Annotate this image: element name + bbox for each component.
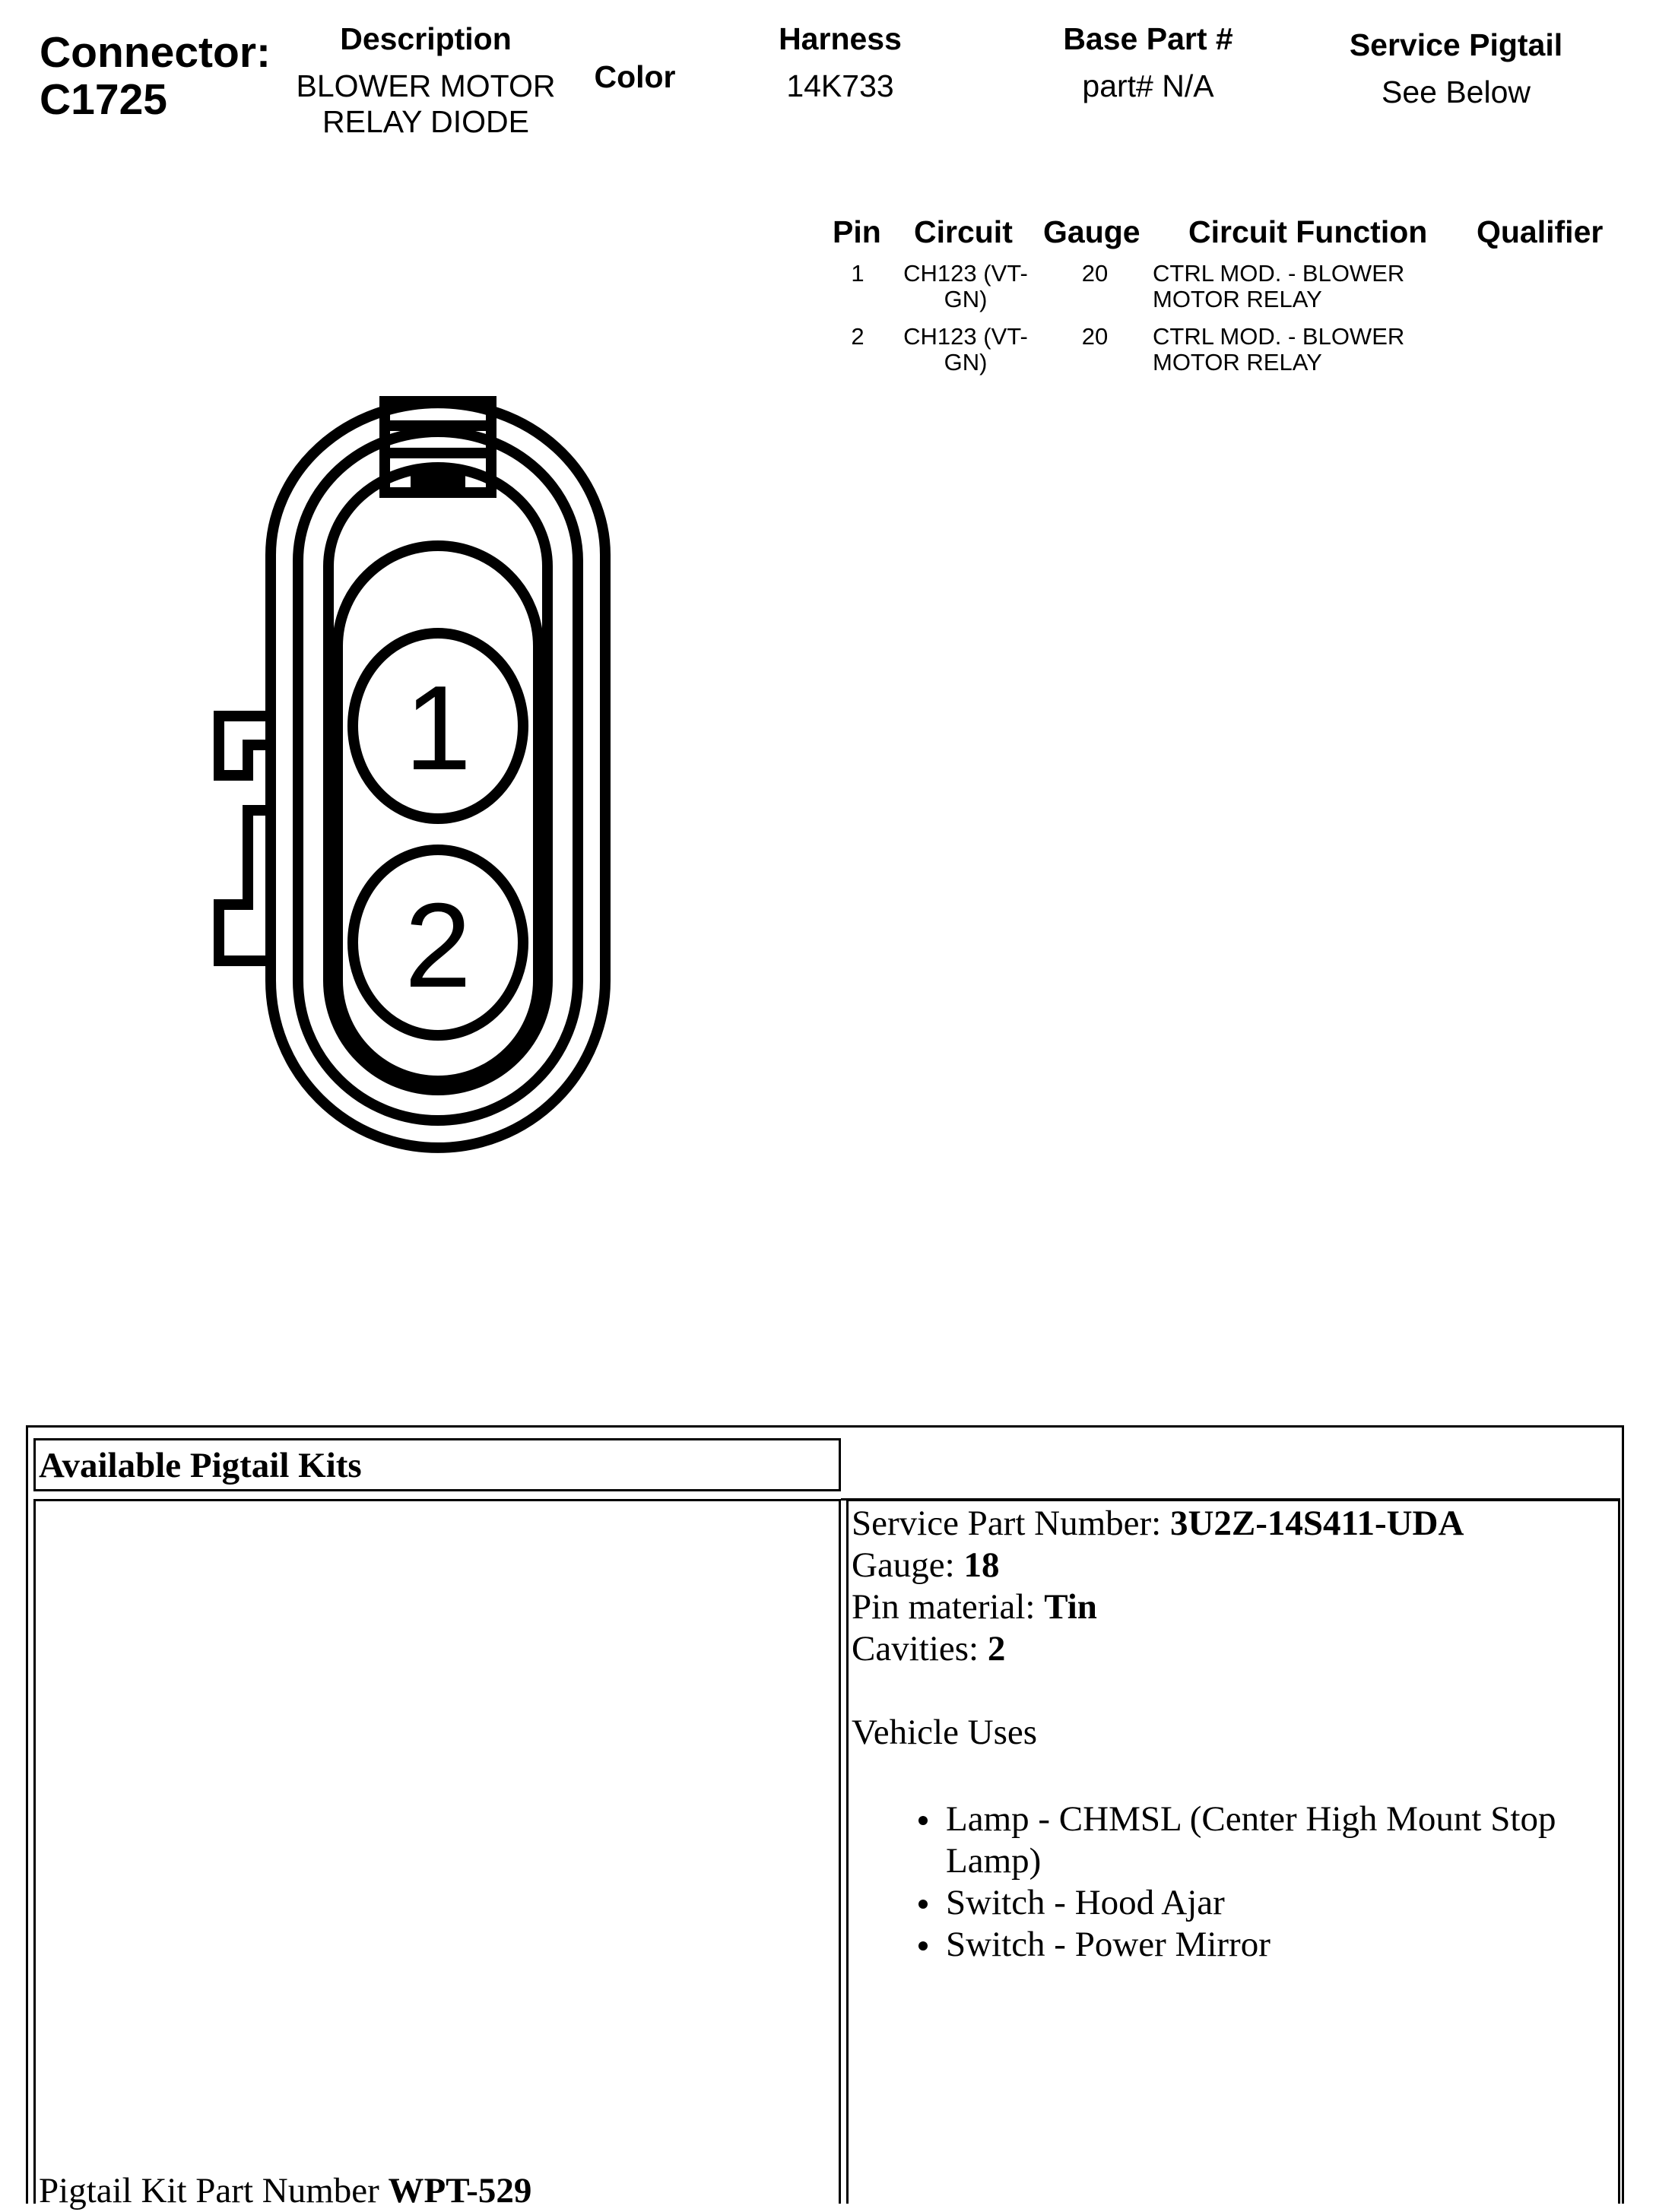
pin-2-label: 2 (404, 879, 471, 1013)
service-part-line (852, 1503, 1556, 1545)
pigtail-kits-header-spacer (841, 1429, 1620, 1501)
pin-table-header-circuit: Circuit (914, 214, 1013, 249)
circuit-line-1: CH123 (VT- (903, 323, 1028, 350)
pigtail-details-cell (846, 1499, 1620, 2204)
connector-label: Connector: (40, 28, 271, 77)
list-item (852, 1924, 1556, 1966)
vehicle-uses-title: Vehicle Uses (852, 1713, 1038, 1752)
pigtail-details (852, 1503, 1556, 1966)
color-title: Color (594, 59, 676, 94)
gauge-line (852, 1545, 1556, 1586)
function-line-2: MOTOR RELAY (1153, 349, 1322, 376)
cavities-line (852, 1628, 1556, 1670)
cavities-label: Cavities: (852, 1629, 988, 1669)
pin-cell: 2 (851, 323, 864, 350)
service-pigtail-value: See Below (1381, 74, 1531, 109)
vehicle-uses-list (852, 1798, 1556, 1966)
gauge-label: Gauge: (852, 1545, 964, 1585)
pin-cell: 1 (851, 260, 864, 287)
kit-label: Pigtail Kit Part Number (39, 2171, 389, 2210)
circuit-line-2: GN) (944, 286, 988, 312)
list-item (852, 1798, 1556, 1882)
gauge-cell: 20 (1081, 323, 1109, 350)
vehicle-use-line-1: Lamp - CHMSL (Center High Mount Stop (946, 1799, 1556, 1839)
pigtail-image-cell (33, 1499, 841, 2210)
pin-material-label: Pin material: (852, 1587, 1045, 1627)
function-line-2: MOTOR RELAY (1153, 286, 1322, 312)
pin-table-header-function: Circuit Function (1188, 214, 1428, 249)
pin-1-label: 1 (404, 661, 471, 795)
function-line-1: CTRL MOD. - BLOWER (1153, 260, 1405, 287)
base-part-title: Base Part # (1063, 21, 1233, 56)
vehicle-use-line-1: Switch - Power Mirror (946, 1925, 1271, 1964)
list-item (852, 1882, 1556, 1924)
pin-table-header-qualifier: Qualifier (1477, 214, 1604, 249)
connector-id: C1725 (40, 75, 167, 124)
pin-material-line (852, 1586, 1556, 1628)
pin-table-header-gauge: Gauge (1043, 214, 1140, 249)
description-line-1: BLOWER MOTOR (296, 68, 556, 103)
service-part-value: 3U2Z-14S411-UDA (1169, 1504, 1464, 1543)
description-line-2: RELAY DIODE (322, 104, 529, 139)
vehicle-use-line-1: Switch - Hood Ajar (946, 1883, 1225, 1922)
circuit-line-1: CH123 (VT- (903, 260, 1028, 287)
harness-value: 14K733 (786, 68, 894, 103)
gauge-cell: 20 (1081, 260, 1109, 287)
pigtail-kit-part-number (39, 2170, 531, 2212)
latch-lock (411, 468, 465, 490)
kit-number: WPT-529 (388, 2171, 532, 2210)
function-line-1: CTRL MOD. - BLOWER (1153, 323, 1405, 350)
base-part-value: part# N/A (1082, 68, 1214, 103)
harness-title: Harness (779, 21, 902, 56)
description-title: Description (340, 21, 512, 56)
circuit-line-2: GN) (944, 349, 988, 376)
vehicle-use-line-2: Lamp) (946, 1841, 1042, 1881)
pigtail-kits-title-cell (33, 1438, 841, 1491)
pigtail-kits-title: Available Pigtail Kits (39, 1446, 362, 1485)
cavities-value: 2 (987, 1629, 1006, 1669)
side-keys (219, 716, 271, 961)
pin-material-value: Tin (1044, 1587, 1097, 1627)
service-pigtail-title: Service Pigtail (1349, 27, 1563, 62)
pin-table-header-pin: Pin (833, 214, 881, 249)
gauge-value: 18 (963, 1545, 1000, 1585)
service-part-label: Service Part Number: (852, 1504, 1170, 1543)
